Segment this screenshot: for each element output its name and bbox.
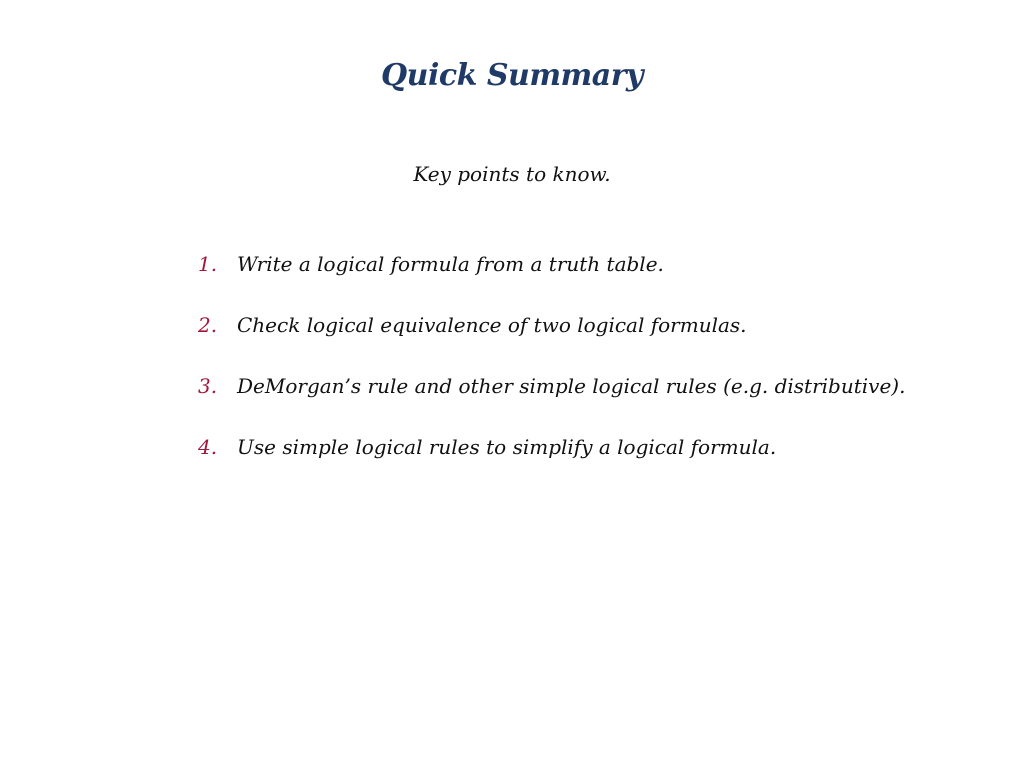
key-point-text: Check logical equivalence of two logical formulas.: [237, 313, 747, 337]
key-point-number: 4.: [198, 435, 218, 459]
key-point-text: Write a logical formula from a truth table.: [237, 252, 664, 276]
key-point-number: 1.: [198, 252, 218, 276]
slide-title: Quick Summary: [381, 58, 643, 93]
key-point: [198, 374, 958, 435]
slide-subtitle: Key points to know.: [413, 162, 611, 186]
key-point-number: 2.: [198, 313, 218, 337]
key-points-list: [198, 252, 958, 496]
key-point: [198, 313, 958, 374]
key-point-number: 3.: [198, 374, 218, 398]
key-point-text: Use simple logical rules to simplify a logical formula.: [237, 435, 777, 459]
key-point: [198, 435, 958, 496]
key-point-text: DeMorgan’s rule and other simple logical rules (e.g. distributive).: [237, 374, 906, 398]
key-point: [198, 252, 958, 313]
